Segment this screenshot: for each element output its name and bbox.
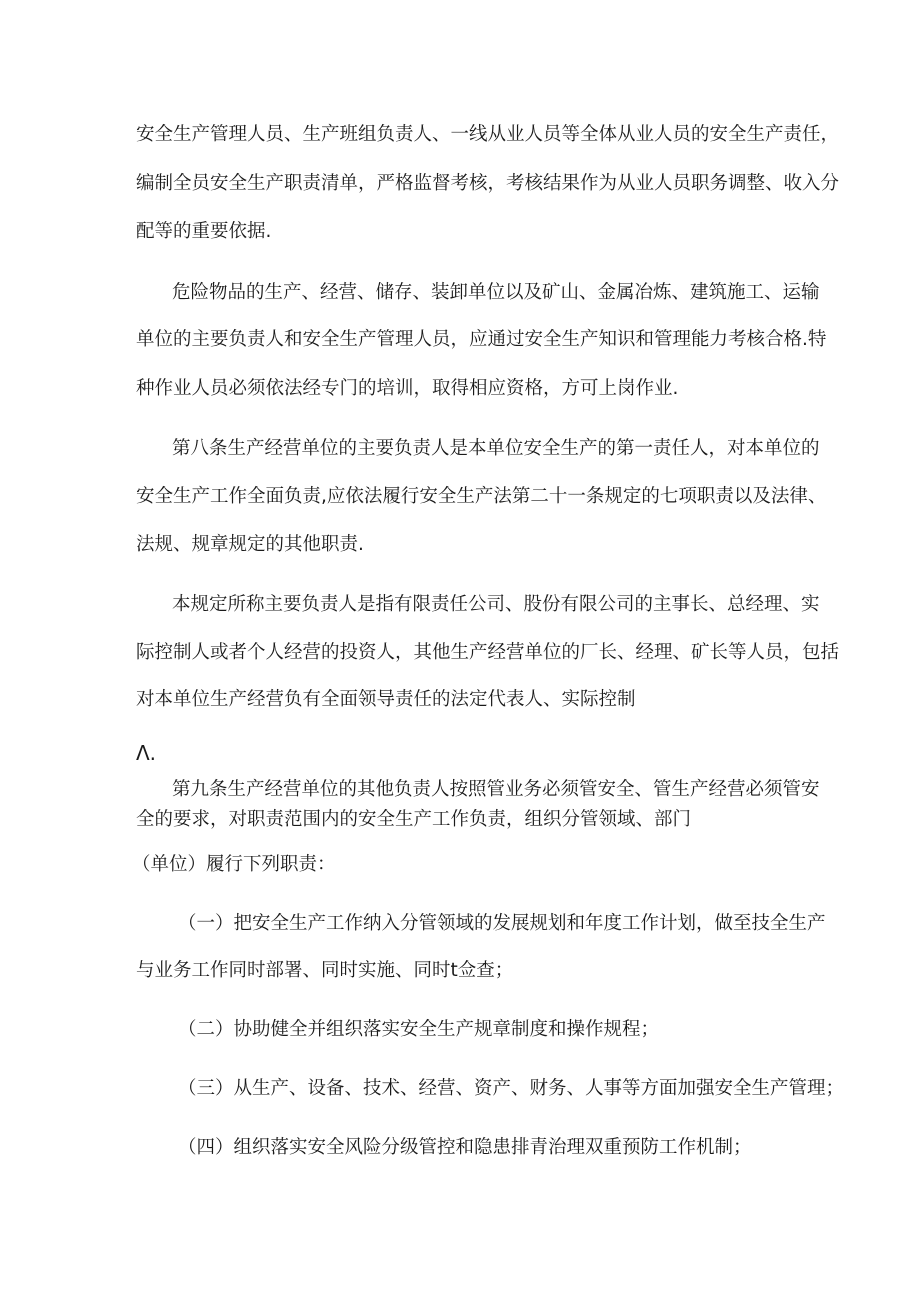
text-line: 际控制人或者个人经营的投资人，其他生产经营单位的厂长、经理、矿长等人员，包括 [136, 642, 840, 663]
text-line: 全的要求，对职责范围内的安全生产工作负责，组织分管领域、部门 [136, 809, 692, 830]
text-line: 危险物品的生产、经营、储存、装卸单位以及矿山、金属冶炼、建筑施工、运输 [172, 282, 820, 303]
text-line: 第八条生产经营单位的主要负责人是本单位安全生产的第一责任人，对本单位的 [172, 438, 820, 459]
text-line: 法规、规章规定的其他职责. [136, 534, 364, 555]
text-line: 第九条生产经营单位的其他负责人按照管业务必须管安全、管生产经营必须管安 [172, 779, 820, 800]
text-line: 与业务工作同时部署、同时实施、同时t佥查； [136, 960, 514, 981]
text-line: 配等的重要依据. [136, 221, 272, 242]
text-line: （三）从生产、设备、技术、经营、资产、财务、人事等方面加强安全生产管理； [178, 1078, 845, 1099]
text-line: （二）协助健全并组织落实安全生产规章制度和操作规程； [178, 1019, 660, 1040]
text-line: Λ. [136, 741, 157, 765]
text-line: 对本单位生产经营负有全面领导责任的法定代表人、实际控制 [136, 689, 636, 710]
text-line: 安全生产管理人员、生产班组负责人、一线从业人员等全体从业人员的安全生产责任， [136, 124, 840, 145]
text-line: （四）组织落实安全风险分级管控和隐患排青治理双重预防工作机制； [178, 1137, 752, 1158]
text-line: 种作业人员必须依法经专门的培训，取得相应资格，方可上岗作业. [136, 378, 679, 399]
text-line: 编制全员安全生产职责清单，严格监督考核，考核结果作为从业人员职务调整、收入分 [136, 173, 840, 194]
text-line: 单位的主要负责人和安全生产管理人员，应通过安全生产知识和管理能力考核合格.特 [136, 329, 827, 350]
text-line: （单位）履行下列职责： [132, 854, 336, 875]
text-line: 安全生产工作全面负责,应依法履行安全生产法第二十一条规定的七项职责以及法律、 [136, 486, 827, 507]
text-line: 本规定所称主要负责人是指有限责任公司、股份有限公司的主事长、总经理、实 [172, 594, 820, 615]
text-line: （一）把安全生产工作纳入分管领域的发展规划和年度工作计划，做至技全生产 [178, 913, 826, 934]
